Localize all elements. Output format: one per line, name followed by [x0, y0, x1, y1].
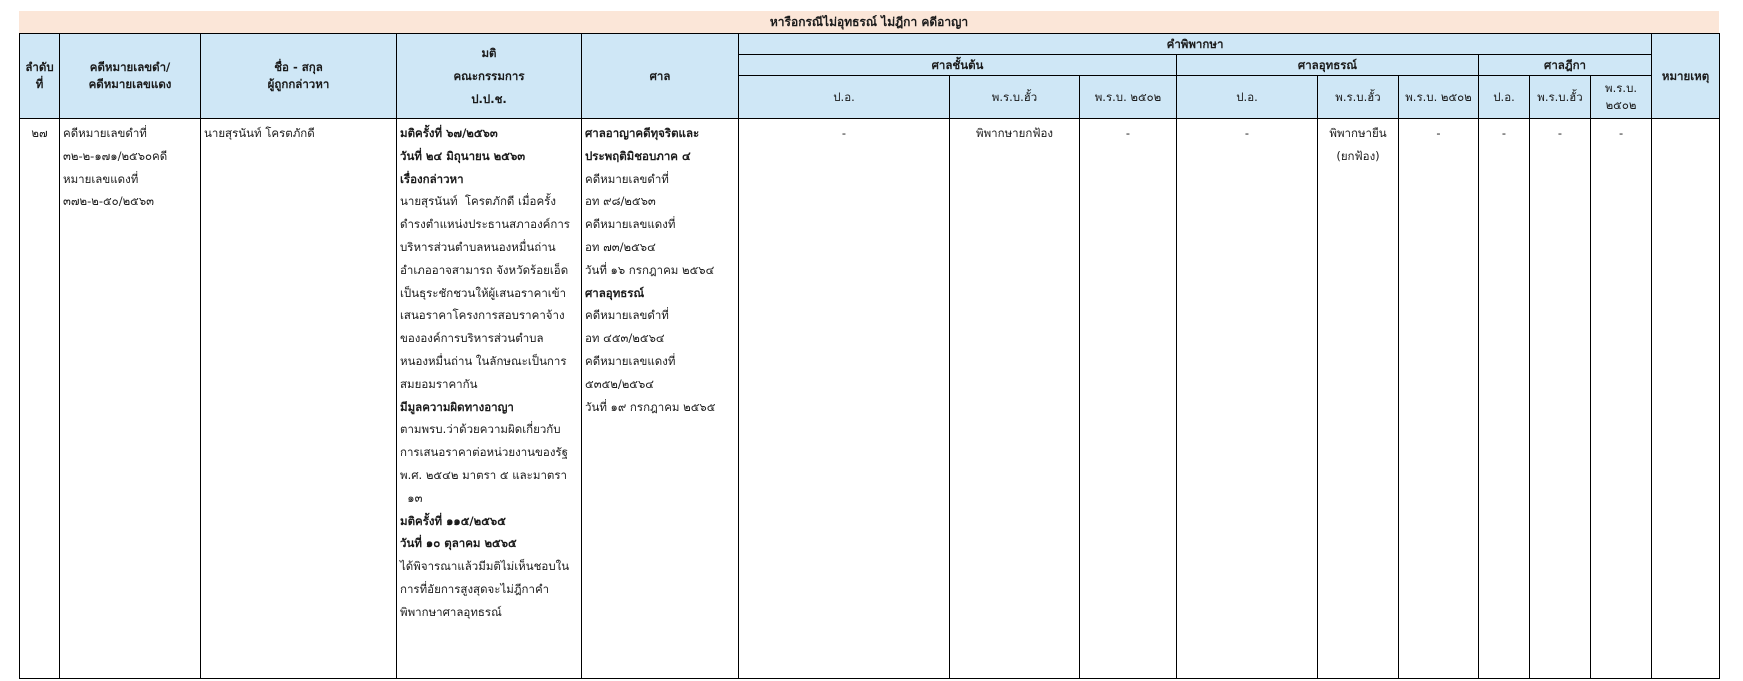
header-ac-prb-2502: พ.ร.บ. ๒๕๐๒: [1399, 76, 1479, 119]
resolution-line: พ.ศ. ๒๕๔๒ มาตรา ๕ และมาตรา: [400, 467, 568, 482]
resolution-lines: [400, 122, 578, 624]
case-line: ๓๗๒-๒-๕๐/๒๕๖๓: [63, 194, 155, 209]
cell-sc-prb-2502: -: [1591, 119, 1652, 679]
court-line: คดีหมายเลขดำที่: [585, 308, 669, 323]
header-supreme-court: ศาลฎีกา: [1479, 55, 1652, 76]
court-lines: [585, 122, 735, 418]
sheet-banner: หารือกรณีไม่อุทธรณ์ ไม่ฎีกา คดีอาญา: [19, 11, 1719, 33]
court-line: วันที่ ๑๖ กรกฎาคม ๒๕๖๔: [585, 262, 715, 277]
resolution-line: ๑๓: [400, 490, 423, 505]
resolution-line: ตามพรบ.ว่าด้วยความผิดเกี่ยวกับ: [400, 422, 561, 437]
court-line: ประพฤติมิชอบภาค ๔: [585, 148, 691, 163]
resolution-line: ได้พิจารณาแล้วมีมติไม่เห็นชอบใน: [400, 559, 570, 574]
court-line: คดีหมายเลขแดงที่: [585, 217, 676, 232]
case-table: [19, 33, 1720, 679]
court-line: ศาลอาญาคดีทุจริตและ: [585, 126, 700, 140]
cell-accused-name: นายสุรนันท์ โครตภักดี: [201, 119, 397, 679]
header-sc-po: ป.อ.: [1479, 76, 1530, 119]
header-fc-prb-2502: พ.ร.บ. ๒๕๐๒: [1080, 76, 1177, 119]
cell-ac-prb-2502: -: [1399, 119, 1479, 679]
table-row: [20, 119, 1720, 679]
header-sc-prb-2502: พ.ร.บ. ๒๕๐๒: [1591, 76, 1652, 119]
court-line: คดีหมายเลขดำที่: [585, 171, 669, 186]
court-line: วันที่ ๑๙ กรกฎาคม ๒๕๖๕: [585, 399, 716, 414]
resolution-line: วันที่ ๑๐ ตุลาคม ๒๕๖๕: [400, 536, 517, 551]
resolution-line: การที่อัยการสูงสุดจะไม่ฎีกาคำ: [400, 581, 550, 596]
case-line: คดีหมายเลขดำที่: [63, 126, 147, 140]
court-line: อท ๔๕๓/๒๕๖๔: [585, 331, 665, 346]
resolution-line: เสนอราคาโครงการสอบราคาจ้าง: [400, 308, 565, 323]
resolution-line: ขององค์การบริหารส่วนตำบล: [400, 331, 544, 346]
header-judgment: คำพิพากษา: [739, 34, 1652, 55]
header-sc-prb-hua: พ.ร.บ.ฮั้ว: [1530, 76, 1591, 119]
header-seq: ลำดับที่: [20, 34, 60, 119]
cell-remark: [1652, 119, 1720, 679]
resolution-line: มีมูลความผิดทางอาญา: [400, 399, 514, 414]
cell-case-number: [60, 119, 201, 679]
header-accused-name: ชื่อ - สกุล ผู้ถูกกล่าวหา: [201, 34, 397, 119]
court-line: ๕๓๕๒/๒๕๖๔: [585, 376, 655, 391]
court-line: คดีหมายเลขแดงที่: [585, 353, 676, 368]
cell-ac-po: -: [1177, 119, 1318, 679]
cell-seq: ๒๗: [20, 119, 60, 679]
court-line: อท ๗๓/๒๕๖๔: [585, 239, 656, 254]
header-case-number: คดีหมายเลขดำ/ คดีหมายเลขแดง: [60, 34, 201, 119]
resolution-line: ดำรงตำแหน่งประธานสภาองค์การ: [400, 217, 570, 232]
header-ac-prb-hua: พ.ร.บ.ฮั้ว: [1318, 76, 1399, 119]
header-court: ศาล: [582, 34, 739, 119]
resolution-line: สมยอมราคากัน: [400, 376, 478, 391]
case-line: หมายเลขแดงที่: [63, 171, 139, 186]
cell-ac-prb-hua: พิพากษายืน (ยกฟ้อง): [1318, 119, 1399, 679]
cell-resolution: [397, 119, 582, 679]
cell-court: [582, 119, 739, 679]
resolution-line: วันที่ ๒๔ มิถุนายน ๒๕๖๓: [400, 148, 526, 163]
cell-sc-po: -: [1479, 119, 1530, 679]
cell-fc-prb-hua: พิพากษายกฟ้อง: [950, 119, 1080, 679]
header-first-court: ศาลชั้นต้น: [739, 55, 1177, 76]
resolution-line: หนองหมื่นถ่าน ในลักษณะเป็นการ: [400, 353, 567, 368]
resolution-line: นายสุรนันท์ โครตภักดี เมื่อครั้ง: [400, 194, 556, 209]
header-remark: หมายเหตุ: [1652, 34, 1720, 119]
court-line: ศาลอุทธรณ์: [585, 285, 645, 300]
header-ac-po: ป.อ.: [1177, 76, 1318, 119]
court-line: อท ๙๘/๒๕๖๓: [585, 194, 656, 209]
resolution-line: เรื่องกล่าวหา: [400, 171, 464, 186]
header-resolution: มติ คณะกรรมการ ป.ป.ช.: [397, 34, 582, 119]
case-line: ๓๒-๒-๑๗๑/๒๕๖๐คดี: [63, 148, 168, 163]
resolution-line: พิพากษาศาลอุทธรณ์: [400, 604, 502, 619]
resolution-line: บริหารส่วนตำบลหนองหมื่นถ่าน: [400, 239, 556, 254]
resolution-line: มติครั้งที่ ๖๗/๒๕๖๓: [400, 126, 498, 140]
document-sheet: [19, 11, 1719, 679]
resolution-line: มติครั้งที่ ๑๑๕/๒๕๖๕: [400, 513, 506, 528]
cell-sc-prb-hua: -: [1530, 119, 1591, 679]
cell-fc-prb-2502: -: [1080, 119, 1177, 679]
resolution-line: อำเภออาจสามารถ จังหวัดร้อยเอ็ด: [400, 262, 569, 277]
header-fc-prb-hua: พ.ร.บ.ฮั้ว: [950, 76, 1080, 119]
resolution-line: การเสนอราคาต่อหน่วยงานของรัฐ: [400, 445, 568, 460]
header-fc-po: ป.อ.: [739, 76, 950, 119]
cell-fc-po: -: [739, 119, 950, 679]
header-appeal-court: ศาลอุทธรณ์: [1177, 55, 1479, 76]
resolution-line: เป็นธุระชักชวนให้ผู้เสนอราคาเข้า: [400, 285, 567, 300]
